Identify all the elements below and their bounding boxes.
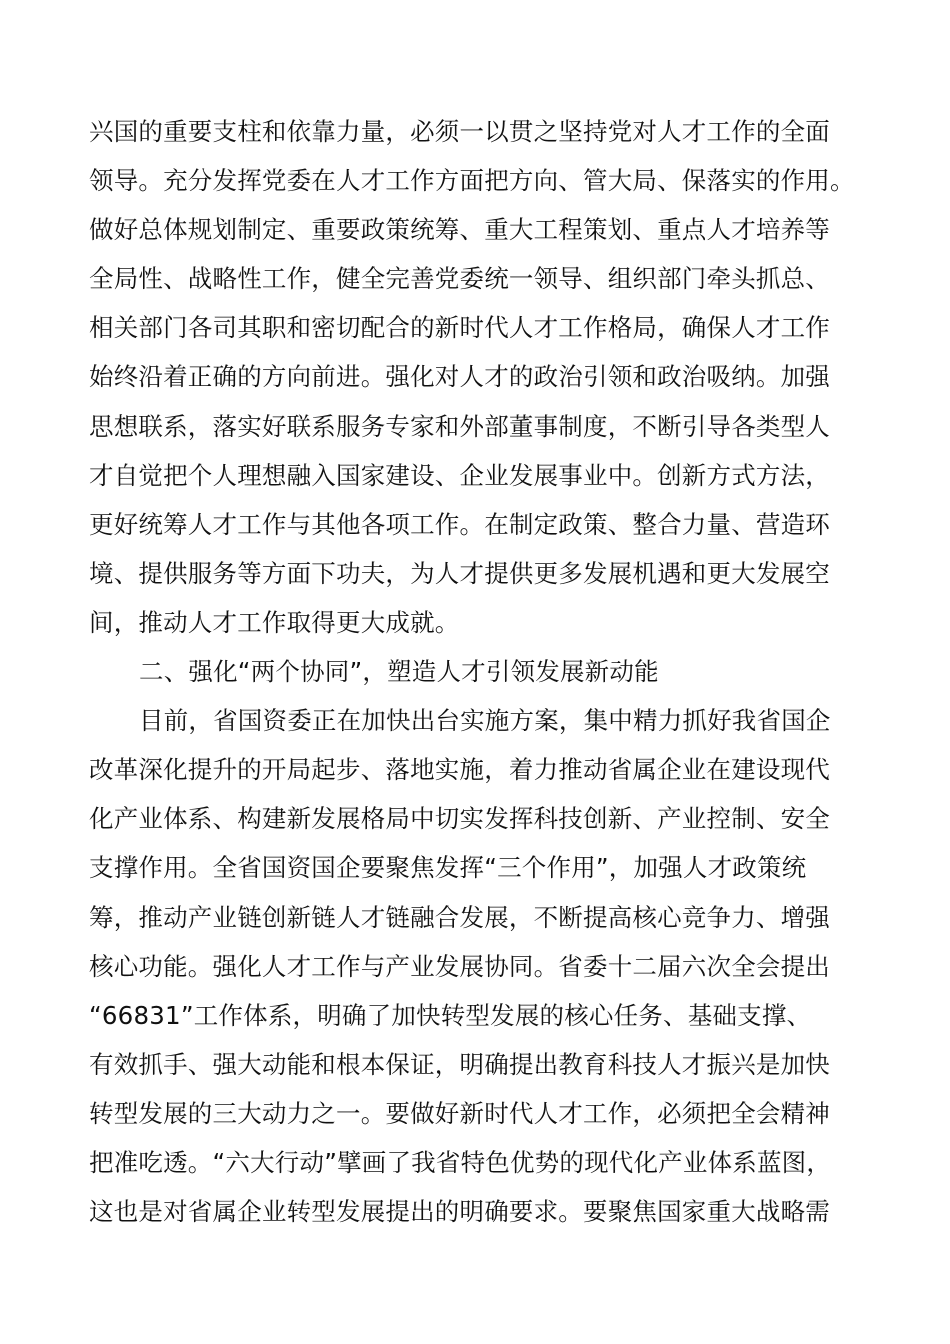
text-line: 筹，推动产业链创新链人才链融合发展，不断提高核心竞争力、增强 [89, 902, 830, 932]
text-line: 兴国的重要支柱和依靠力量，必须一以贯之坚持党对人才工作的全面 [89, 117, 830, 146]
text-line: 支撑作用。全省国资国企要聚焦发挥“三个作用”，加强人才政策统 [89, 853, 807, 883]
text-line: 思想联系，落实好联系服务专家和外部董事制度，不断引导各类型人 [89, 411, 830, 441]
text-line: 做好总体规划制定、重要政策统筹、重大工程策划、重点人才培养等 [89, 215, 830, 245]
text-line: 更好统筹人才工作与其他各项工作。在制定政策、整合力量、营造环 [89, 509, 830, 539]
text-line: 把准吃透。“六大行动”擘画了我省特色优势的现代化产业体系蓝图， [89, 1147, 832, 1177]
text-line: 全局性、战略性工作，健全完善党委统一领导、组织部门牵头抓总、 [89, 264, 830, 294]
section-heading: 二、强化“两个协同”，塑造人才引领发展新动能 [139, 657, 659, 687]
text-line: 化产业体系、构建新发展格局中切实发挥科技创新、产业控制、安全 [89, 804, 830, 834]
text-line: 目前，省国资委正在加快出台实施方案，集中精力抓好我省国企 [139, 706, 831, 736]
text-line: 转型发展的三大动力之一。要做好新时代人才工作，必须把全会精神 [89, 1098, 830, 1128]
text-line: 间，推动人才工作取得更大成就。 [89, 607, 460, 637]
text-line: 领导。充分发挥党委在人才工作方面把方向、管大局、保落实的作用。 [89, 166, 855, 196]
text-line: 境、提供服务等方面下功夫，为人才提供更多发展机遇和更大发展空 [89, 558, 830, 588]
text-line: 核心功能。强化人才工作与产业发展协同。省委十二届六次全会提出 [89, 951, 830, 981]
text-line: 改革深化提升的开局起步、落地实施，着力推动省属企业在建设现代 [89, 755, 830, 785]
body-text [89, 107, 889, 1236]
text-line: 才自觉把个人理想融入国家建设、企业发展事业中。创新方式方法， [89, 460, 830, 490]
text-line: 始终沿着正确的方向前进。强化对人才的政治引领和政治吸纳。加强 [89, 362, 830, 392]
text-line: 相关部门各司其职和密切配合的新时代人才工作格局，确保人才工作 [89, 313, 830, 343]
text-line: 这也是对省属企业转型发展提出的明确要求。要聚焦国家重大战略需 [89, 1197, 830, 1227]
text-line: “66831”工作体系，明确了加快转型发展的核心任务、基础支撑、 [89, 1000, 812, 1030]
text-line: 有效抓手、强大动能和根本保证，明确提出教育科技人才振兴是加快 [89, 1049, 830, 1079]
